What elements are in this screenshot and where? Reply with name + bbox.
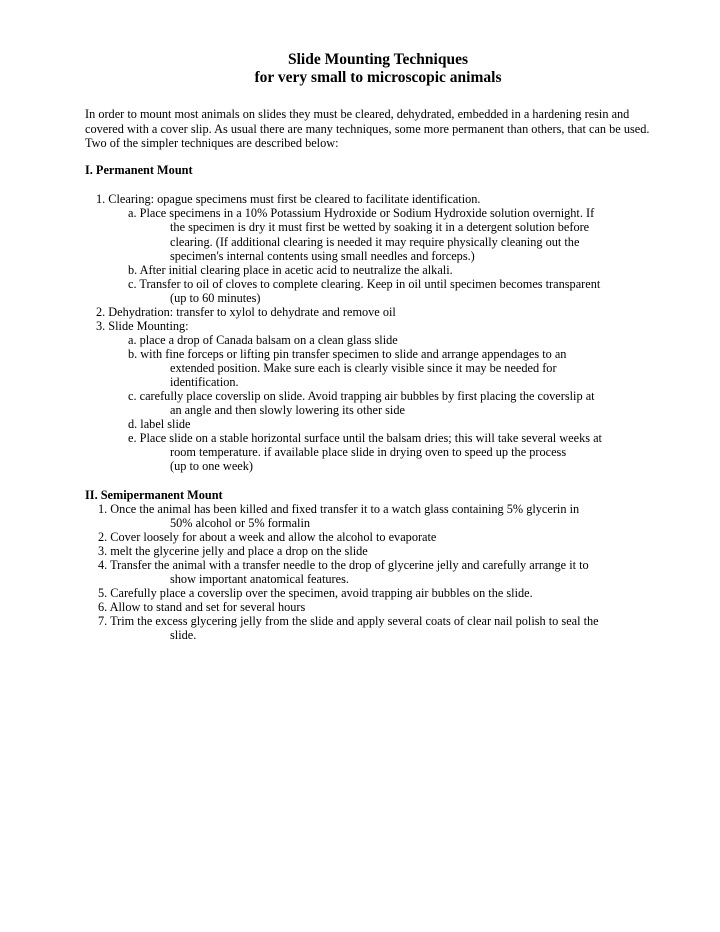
- substep-text: e. Place slide on a stable horizontal surface until the balsam dries; this will take several weeks at: [128, 431, 602, 445]
- substep-continuation: the specimen is dry it must first be wetted by soaking it in a detergent solution before: [170, 220, 590, 234]
- substep-continuation: extended position. Make sure each is clearly visible since it may be needed for: [170, 361, 557, 375]
- step-continuation: show important anatomical features.: [170, 572, 349, 586]
- step-clearing: 1. Clearing: opague specimens must first be cleared to facilitate identification.: [96, 192, 481, 206]
- substep-continuation: clearing. (If additional clearing is needed it may require physically cleaning out the: [170, 235, 580, 249]
- step-slide-mounting: 3. Slide Mounting:: [96, 319, 189, 333]
- intro-paragraph: In order to mount most animals on slides they must be cleared, dehydrated, embedded in a hardening resin and covered with a cover slip. As usual there are many techniques, some more permanent than others, that can be used. Two of the simpler techniques are described below:: [85, 107, 650, 150]
- step-text: 7. Trim the excess glycering jelly from the slide and apply several coats of clear nail polish to seal the: [98, 614, 599, 628]
- substep-text: a. Place specimens in a 10% Potassium Hydroxide or Sodium Hydroxide solution overnight. If: [128, 206, 595, 220]
- substep-continuation: (up to 60 minutes): [170, 291, 261, 305]
- step-text: 3. melt the glycerine jelly and place a drop on the slide: [98, 544, 368, 558]
- substep-continuation: identification.: [170, 375, 239, 389]
- substep-text: a. place a drop of Canada balsam on a clean glass slide: [128, 333, 398, 347]
- step-text: 6. Allow to stand and set for several hours: [98, 600, 306, 614]
- substep-text: b. After initial clearing place in acetic acid to neutralize the alkali.: [128, 263, 453, 277]
- step-dehydration: 2. Dehydration: transfer to xylol to dehydrate and remove oil: [96, 305, 396, 319]
- substep-text: b. with fine forceps or lifting pin transfer specimen to slide and arrange appendages to an: [128, 347, 567, 361]
- substep-text: c. carefully place coverslip on slide. Avoid trapping air bubbles by first placing the coverslip at: [128, 389, 595, 403]
- substep-text: c. Transfer to oil of cloves to complete clearing. Keep in oil until specimen becomes transparent: [128, 277, 601, 291]
- document-title: Slide Mounting Techniques: [287, 51, 469, 68]
- step-text: 4. Transfer the animal with a transfer needle to the drop of glycerine jelly and carefully arrange it to: [98, 558, 589, 572]
- substep-continuation: (up to one week): [170, 459, 253, 473]
- substep-continuation: room temperature. if available place slide in drying oven to speed up the process: [170, 445, 567, 459]
- section-heading-semipermanent-mount: II. Semipermanent Mount: [85, 488, 223, 502]
- document-subtitle: for very small to microscopic animals: [254, 69, 502, 86]
- step-continuation: 50% alcohol or 5% formalin: [170, 516, 311, 530]
- step-continuation: slide.: [170, 628, 197, 642]
- step-text: 5. Carefully place a coverslip over the specimen, avoid trapping air bubbles on the slide.: [98, 586, 533, 600]
- substep-text: d. label slide: [128, 417, 191, 431]
- section-heading-permanent-mount: I. Permanent Mount: [85, 163, 193, 177]
- substep-continuation: an angle and then slowly lowering its other side: [170, 403, 405, 417]
- step-text: 2. Cover loosely for about a week and allow the alcohol to evaporate: [98, 530, 437, 544]
- step-text: 1. Once the animal has been killed and fixed transfer it to a watch glass containing 5% glycerin in: [98, 502, 580, 516]
- substep-continuation: specimen's internal contents using small needles and forceps.): [170, 249, 475, 263]
